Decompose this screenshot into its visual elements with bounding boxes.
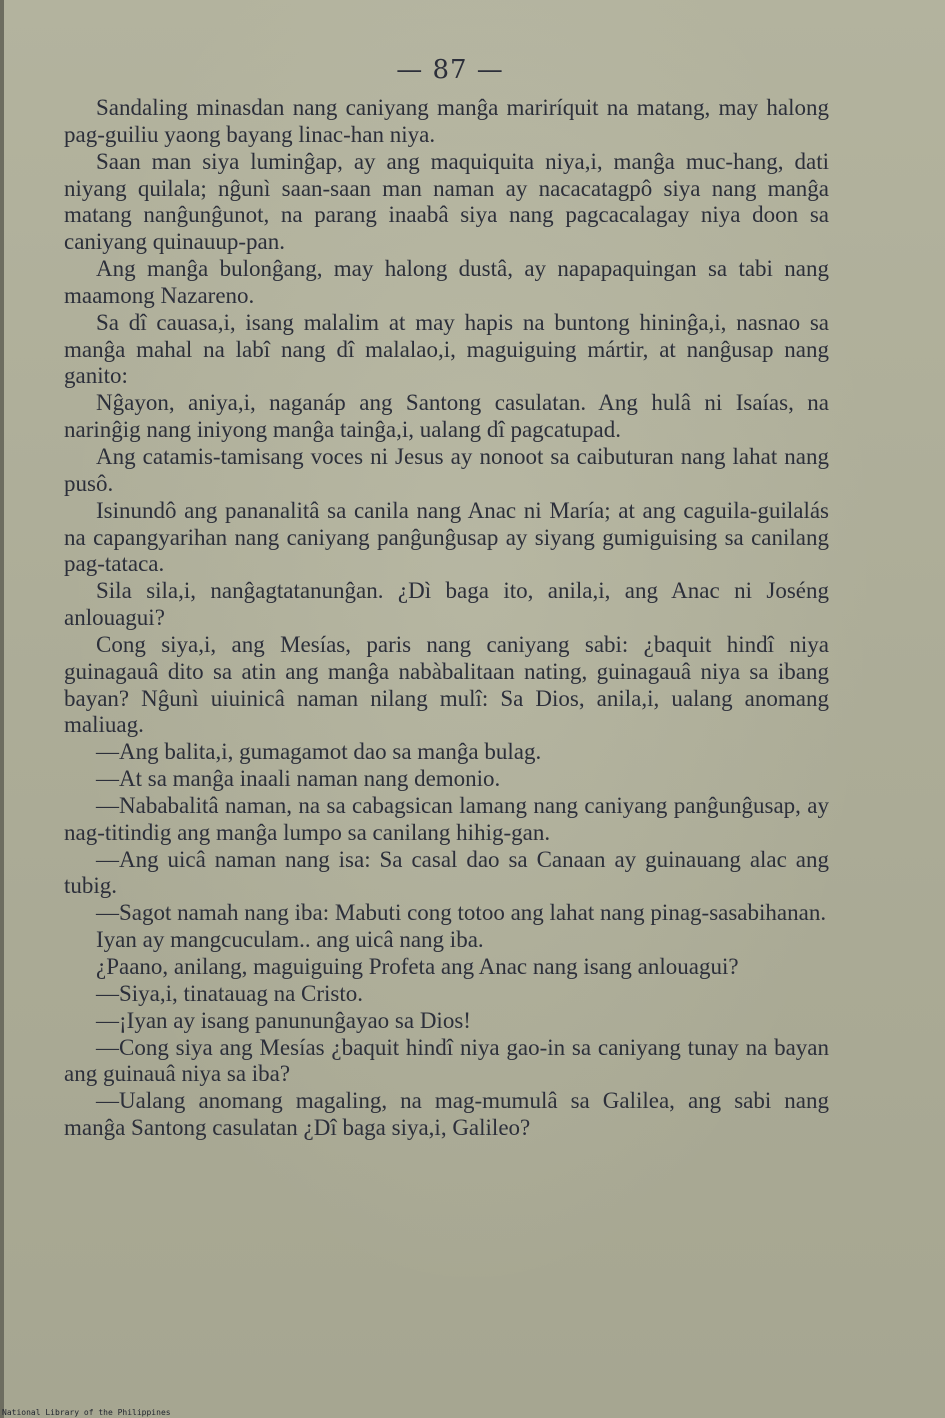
paragraph: —Ang balita,i, gumagamot dao sa manĝa bulag. [96, 739, 542, 765]
body-text [64, 95, 829, 1142]
paragraph: Iyan ay mangcuculam.. ang uicâ nang iba. [96, 927, 484, 953]
paragraph: Sandaling minasdan nang caniyang manĝa mariríquit na matang, may halong pag-guiliu yaong bayang linac-han niya. [64, 95, 829, 147]
footer-credit: National Library of the Philippines [2, 1408, 171, 1417]
paragraph: Cong siya,i, ang Mesías, paris nang caniyang sabi: ¿baquit hindî niya guinagauâ dito sa atin ang manĝa nabàbalitaan nating, guinagauâ niya sa ibang bayan? Nĝunì uiuinicâ naman nilang mulî: Sa Dios, anila,i, ualang anomang maliuag. [64, 631, 829, 738]
paragraph: —Ang uicâ naman nang isa: Sa casal dao sa Canaan ay guinauang alac ang tubig. [64, 846, 829, 899]
page-edge-shadow [0, 0, 4, 1418]
paragraph: ¿Paano, anilang, maguiguing Profeta ang Anac nang isang anlouagui? [96, 954, 739, 979]
paragraph: Ang manĝa bulonĝang, may halong dustâ, ay napapaquingan sa tabi nang maamong Nazareno. [64, 256, 829, 308]
paragraph: —Siya,i, tinatauag na Cristo. [96, 980, 364, 1006]
paragraph: —Nababalitâ naman, na sa cabagsican lamang nang caniyang panĝunĝusap, ay nag-titindig ang manĝa lumpo sa canilang hihig-gan. [64, 792, 829, 845]
paragraph: —¡Iyan ay isang panununĝayao sa Dios! [96, 1007, 471, 1033]
paragraph: Sila sila,i, nanĝagtatanunĝan. ¿Dì baga ito, anila,i, ang Anac ni Joséng anlouagui? [64, 578, 829, 631]
paragraph: Saan man siya luminĝap, ay ang maquiquita niya,i, manĝa muc-hang, dati niyang quilala; nĝunì saan-saan man naman ay nacacatagpô siya nang manĝa matang nanĝunĝunot, na parang inaabâ siya nang pagcacalagay niya doon sa caniyang quinauup-pan. [64, 148, 829, 255]
page-number: — 87 — [396, 55, 504, 85]
paragraph: Ang catamis-tamisang voces ni Jesus ay nonoot sa caibuturan nang lahat nang pusô. [64, 443, 829, 496]
paragraph: Sa dî cauasa,i, isang malalim at may hapis na buntong hininĝa,i, nasnao sa manĝa mahal na labî nang dî malalao,i, maguiguing mártir, at nanĝusap nang ganito: [64, 309, 829, 389]
paragraph: —At sa manĝa inaali naman nang demonio. [96, 766, 501, 792]
paragraph: Nĝayon, aniya,i, naganáp ang Santong casulatan. Ang hulâ ni Isaías, na narinĝig nang iniyong manĝa tainĝa,i, ualang dî pagcatupad. [64, 390, 829, 443]
paragraph: —Sagot namah nang iba: Mabuti cong totoo ang lahat nang pinag-sasabihanan. [96, 900, 827, 926]
paragraph: Isinundô ang pananalitâ sa canila nang Anac ni María; at ang caguila-guilalás na capangyarihan nang caniyang panĝunĝusap ay siyang gumiguising sa canilang pag-tataca. [64, 497, 829, 577]
paragraph: —Ualang anomang magaling, na mag-mumulâ sa Galilea, ang sabi nang manĝa Santong casulatan ¿Dî baga siya,i, Galileo? [64, 1088, 829, 1141]
paragraph: —Cong siya ang Mesías ¿baquit hindî niya gao-in sa caniyang tunay na bayan ang guinauâ niya sa iba? [64, 1034, 829, 1087]
